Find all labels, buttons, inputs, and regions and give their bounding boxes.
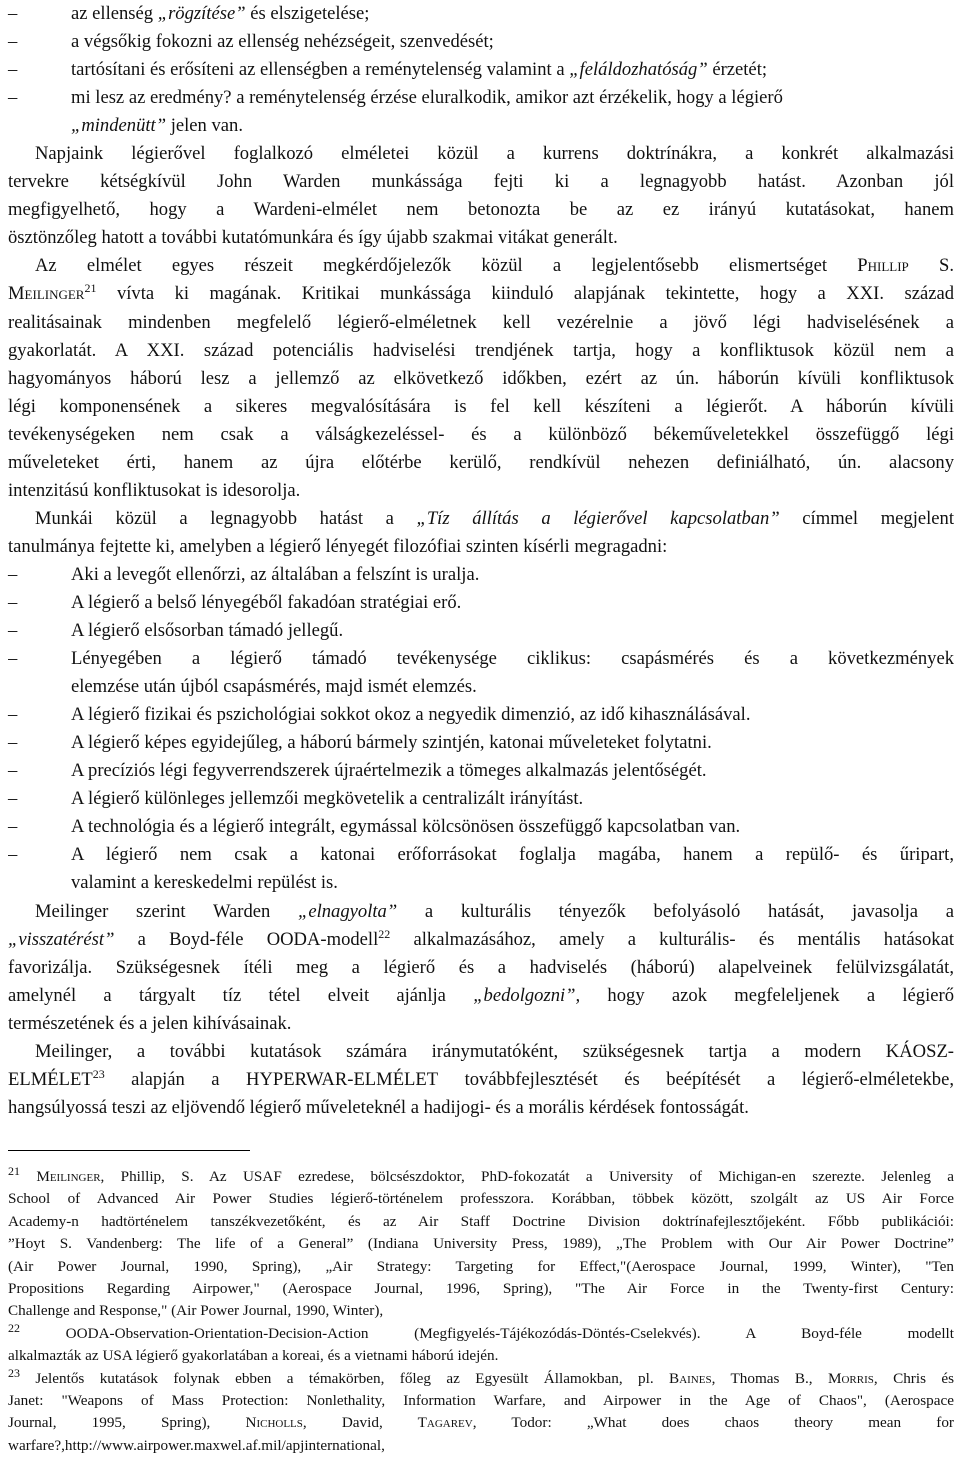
text-line: műveleteket érti, hanem az újra előtérbe kerülő, rendkívül nehezen definiálható, ún. alacsony — [8, 451, 954, 473]
list-item: – A precíziós légi fegyverrendszerek újraértelmezik a tömeges alkalmazás jelentőségét. — [8, 757, 954, 785]
dash-bullet-icon: – — [8, 59, 18, 81]
dash-bullet-icon: – — [8, 563, 18, 585]
footnote-ref: 23 — [92, 1066, 105, 1081]
footnote-ref: 22 — [378, 926, 391, 941]
text-line: légi komponensének a sikeres megvalósítására is fel kell készíteni a légierőt. A háborún kívüli — [8, 395, 954, 417]
text-line: Janet: "Weapons of Mass Protection: Nonlethality, Information Warfare, and Airpower in the Age of Chaos", (Aerospace — [8, 1391, 954, 1409]
list-item: – A légierő különleges jellemzői megkövetelik a centralizált irányítást. — [8, 785, 954, 813]
text-line: Meilinger szerint Warden „elnagyolta” a kulturális tényezők befolyásoló hatását, javasolja a — [35, 900, 954, 922]
paragraph — [8, 505, 954, 561]
text-line: ösztönzőleg hatott a további kutatómunkára és így újabb szakmai vitákat generált. — [8, 227, 618, 249]
text-line: (Air Power Journal, 1990, Spring), „Air Strategy: Targeting for Effect,"(Aerospace Journal, 1999, Winter), "Ten — [8, 1257, 954, 1275]
text-line: természetének és a jelen kihívásainak. — [8, 1012, 292, 1034]
footnote-22 — [8, 1323, 954, 1368]
dash-bullet-icon: – — [8, 788, 18, 810]
footnote-number: 23 — [8, 1367, 20, 1380]
list-item-continuation: „mindenütt” jelen van. — [71, 115, 243, 137]
text-line: hagyományos háború lesz a jellemző az elkövetkező időkben, ezért az ún. háborún kívüli konfliktusok — [8, 367, 954, 389]
list-item: – A légierő képes egyidejűleg, a háború bármely szintjén, katonai műveleteket folytatni. — [8, 729, 954, 757]
text-line: Challenge and Response," (Air Power Journal, 1990, Winter), — [8, 1302, 384, 1320]
text-line: Journal, 1995, Spring), Nicholls, David, Tagarev, Todor: „What does chaos theory mean for — [8, 1414, 954, 1432]
list-item: – A légierő a belső lényegéből fakadóan stratégiai erő. — [8, 589, 954, 617]
list-item: – Lényegében a légierő támadó tevékenysége ciklikus: csapásmérés és a következmények — [8, 645, 954, 673]
list-item: – az ellenség „rögzítése” és elszigetelése; — [8, 0, 954, 28]
list-item-continuation: elemzése után újból csapásmérés, majd ismét elemzés. — [71, 676, 477, 698]
text-line: Napjaink légierővel foglalkozó elméletei közül a kurrens doktrínákra, a konkrét alkalmazási — [35, 143, 954, 165]
text-line: tanulmánya fejtette ki, amelyben a légierő lényegét filozófiai szinten kísérli megragadni: — [8, 535, 668, 557]
text-line: tervekre kétségkívül John Warden munkássága fejti ki a legnagyobb hatást. Azonban jól — [8, 171, 954, 193]
text-line: $^{23}$ Jelentős kutatások folynak ebben a témakörben, főleg az Egyesült Államokban, pl. Baines, Thomas B., Morris, Chris és — [8, 1368, 954, 1390]
dash-bullet-icon: – — [8, 648, 18, 670]
paragraph — [8, 1038, 954, 1122]
list-item: – Aki a levegőt ellenőrzi, az általában a felszínt is uralja. — [8, 561, 954, 589]
dash-bullet-icon: – — [8, 760, 18, 782]
top-bullet-list — [8, 0, 954, 140]
text-line: realitásainak mindenben megfelelő légierő-elméletnek kell vezérelnie a jövő légi hadviselésének a — [8, 311, 954, 333]
dash-bullet-icon: – — [8, 816, 18, 838]
text-line: $^{22}$ OODA-Observation-Orientation-Decision-Action (Megfigyelés-Tájékozódás-Döntés-Cselekvés). A Boyd-féle modellt — [8, 1323, 954, 1345]
text-line: ”Hoyt S. Vandenberg: The life of a General” (Indiana University Press, 1989), „The Problem with Our Air Power Doctrine” — [8, 1235, 954, 1253]
text-line: School of Advanced Air Power Studies légierő-történelem professzora. Korábban, többek között, szolgált az US Air Force — [8, 1190, 954, 1208]
dash-bullet-icon: – — [8, 732, 18, 754]
text-line: alkalmazták az USA légierő gyakorlatában a koreai, és a vietnami háború idején. — [8, 1347, 499, 1365]
list-item: – mi lesz az eredmény? a reménytelenség érzése eluralkodik, amikor azt érzékelik, hogy a légierő — [8, 84, 954, 112]
text-line: Az elmélet egyes részeit megkérdőjelezők közül a legjelentősebb elismertséget Phillip S. — [35, 255, 954, 277]
propositions-list — [8, 561, 954, 898]
footnote-21 — [8, 1166, 954, 1323]
dash-bullet-icon: – — [8, 3, 18, 24]
footnote-23 — [8, 1368, 954, 1458]
footnote-number: 22 — [8, 1322, 20, 1335]
dash-bullet-icon: – — [8, 591, 18, 613]
text-line: „visszatérést” a Boyd-féle OODA-modell$^{22}$ alkalmazásához, amely a kulturális- és mentális hatásokat — [8, 926, 954, 950]
paragraph — [8, 898, 954, 1038]
text-line: megfigyelhető, hogy a Wardeni-elmélet nem betonozta be az ez irányú kutatásokat, hanem — [8, 199, 954, 221]
footnote-separator — [8, 1150, 250, 1151]
text-line: favorizálja. Szükségesnek ítéli meg a légierő és a hadviselés (háború) alapelveinek felülvizsgálatát, — [8, 956, 954, 978]
text-line: hangsúlyossá teszi az eljövendő légierő műveleteknél a hadijogi- és a morális kérdések fontosságát. — [8, 1096, 749, 1118]
text-line: Meilinger$^{21}$ vívta ki magának. Kritikai munkássága kiinduló alapjának tekintette, hogy a XXI. század — [8, 281, 954, 305]
list-item: – tartósítani és erősíteni az ellenségben a reménytelenség valamint a „feláldozhatóság” érzetét; — [8, 56, 954, 84]
list-item: – a végsőkig fokozni az ellenség nehézségeit, szenvedését; — [8, 28, 954, 56]
list-item-continuation: valamint a kereskedelmi repülést is. — [71, 872, 338, 894]
dash-bullet-icon: – — [8, 704, 18, 726]
footnotes — [8, 1166, 954, 1457]
text-line: tevékenységeken nem csak a válságkezeléssel- és a különböző békeműveletekkel összefüggő légi — [8, 423, 954, 445]
list-item: – A légierő fizikai és pszichológiai sokkot okoz a negyedik dimenzió, az idő kihasználásával. — [8, 701, 954, 729]
text-line: Munkái közül a legnagyobb hatást a „Tíz állítás a légierővel kapcsolatban” címmel megjelent — [35, 507, 954, 529]
text-line: amelynél a tárgyalt tíz tétel elveit ajánlja „bedolgozni”, hogy azok megfeleljenek a légierő — [8, 984, 954, 1006]
list-item: – A technológia és a légierő integrált, egymással kölcsönösen összefüggő kapcsolatban van. — [8, 813, 954, 841]
text-line: $^{21}$ Meilinger, Phillip, S. Az USAF ezredese, bölcsészdoktor, PhD-fokozatát a University of Michigan-en szerezte. Jelenleg a — [8, 1166, 954, 1188]
dash-bullet-icon: – — [8, 620, 18, 642]
footnote-number: 21 — [8, 1166, 20, 1178]
text-line: Academy-n hadtörténelem tanszékvezetőként, és az Air Staff Doctrine Division doktrínafejlesztőjeként. Főbb publikációi: — [8, 1212, 954, 1230]
document-page — [8, 0, 954, 1122]
text-line: gyakorlatát. A XXI. század potenciális hadviselési trendjének tartja, hogy a konfliktusok közül nem a — [8, 339, 954, 361]
dash-bullet-icon: – — [8, 87, 18, 109]
paragraph — [8, 252, 954, 504]
list-item: – A légierő elsősorban támadó jellegű. — [8, 617, 954, 645]
text-line: Meilinger, a további kutatások számára iránymutatóként, szükségesnek tartja a modern KÁOSZ- — [35, 1040, 954, 1062]
dash-bullet-icon: – — [8, 31, 18, 53]
dash-bullet-icon: – — [8, 844, 18, 866]
text-line: Propositions Regarding Airpower," (Aerospace Journal, 1996, Spring), "The Air Force in the Twenty-first Century: — [8, 1279, 954, 1297]
list-item: – A légierő nem csak a katonai erőforrásokat foglalja magába, hanem a repülő- és űripart, — [8, 841, 954, 869]
paragraph — [8, 140, 954, 252]
text-line: ELMÉLET$^{23}$ alapján a HYPERWAR-ELMÉLET továbbfejlesztését és beépítését a légierő-elméletekbe, — [8, 1066, 954, 1090]
text-line: warfare?,http://www.airpower.maxwel.af.mil/apjinternational, — [8, 1436, 385, 1454]
text-line: intenzitású konfliktusokat is idesorolja. — [8, 479, 301, 501]
footnote-ref: 21 — [84, 281, 97, 296]
